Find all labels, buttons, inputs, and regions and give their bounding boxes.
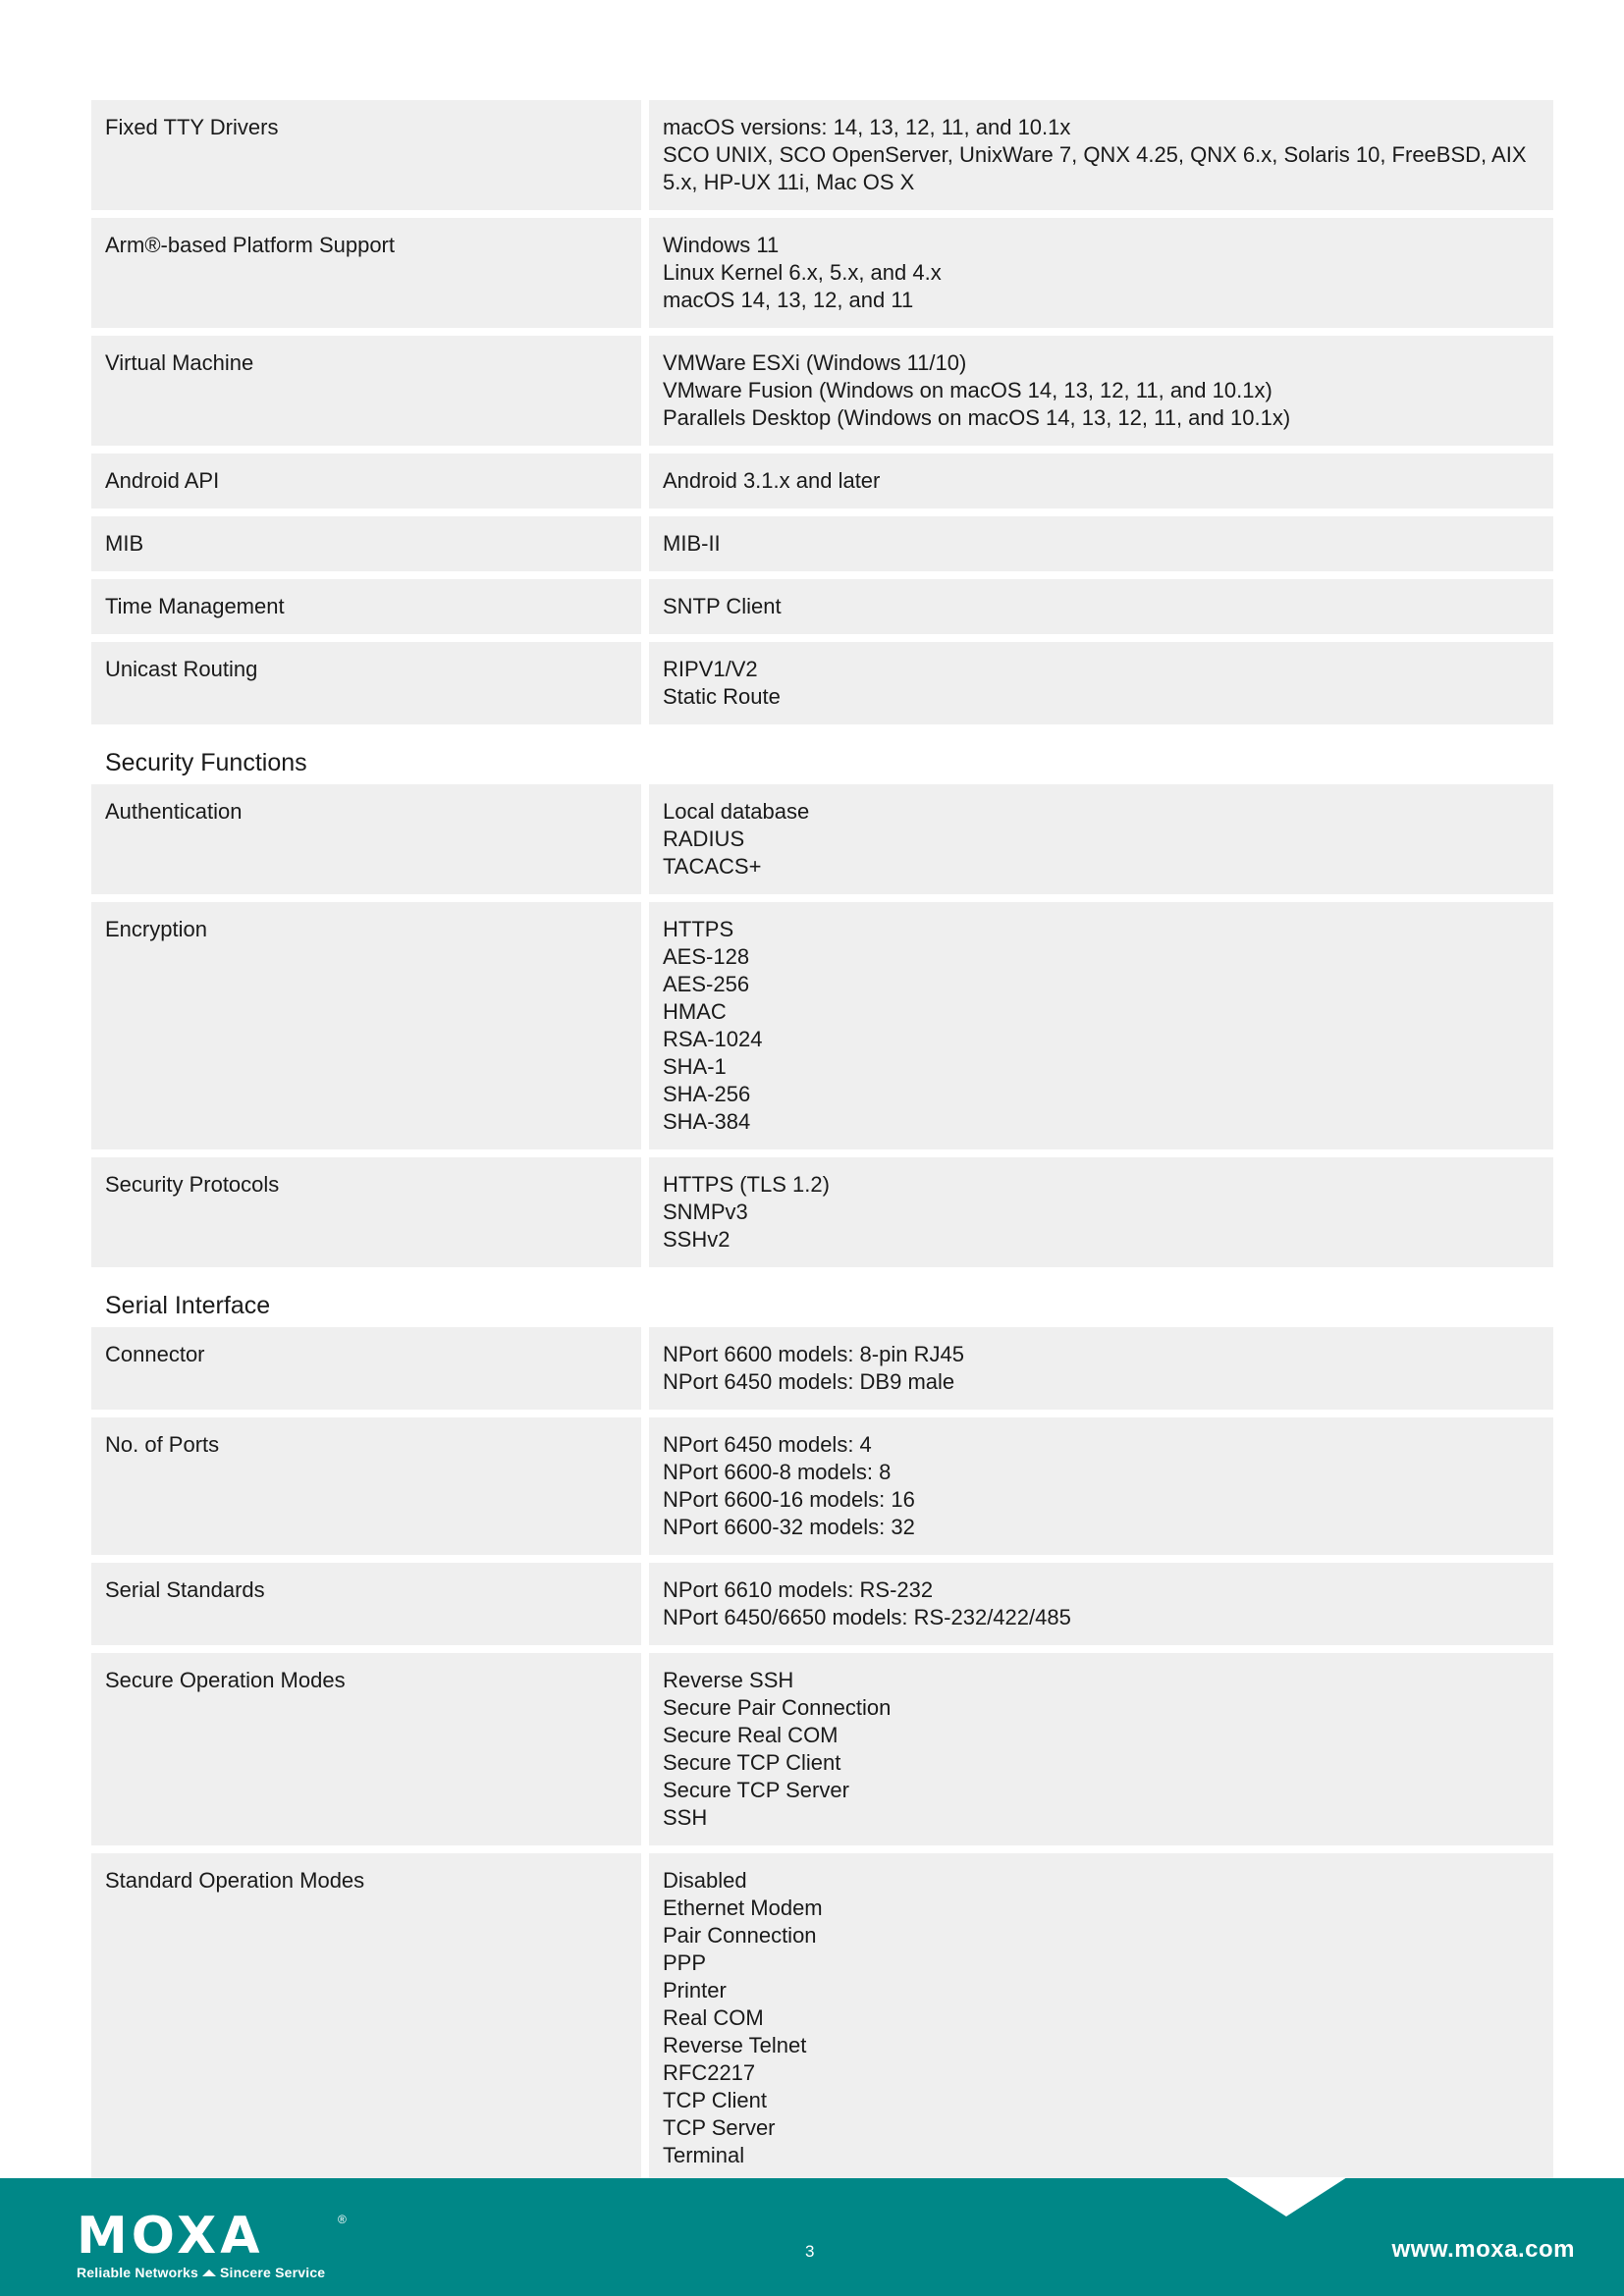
spec-value-line: Static Route xyxy=(663,684,781,709)
spec-value-line: macOS versions: 14, 13, 12, 11, and 10.1x xyxy=(663,115,1071,139)
spec-row xyxy=(91,336,1553,446)
spec-value-line: TCP Server xyxy=(663,2115,776,2140)
spec-value-line: VMWare ESXi (Windows 11/10) xyxy=(663,350,967,375)
spec-value xyxy=(649,454,1553,508)
page-number: 3 xyxy=(805,2242,815,2261)
spec-row xyxy=(91,1417,1553,1555)
logo-tagline xyxy=(77,2265,325,2280)
spec-label: Virtual Machine xyxy=(91,336,641,446)
spec-value-line: Ethernet Modem xyxy=(663,1896,823,1920)
spec-label: Security Protocols xyxy=(91,1157,641,1267)
spec-label: Connector xyxy=(91,1327,641,1410)
spec-value-line: Windows 11 xyxy=(663,233,780,257)
spec-row xyxy=(91,1853,1553,2183)
spec-label: Android API xyxy=(91,454,641,508)
website-link[interactable]: www.moxa.com xyxy=(1391,2236,1575,2263)
spec-value-line: NPort 6600 models: 8-pin RJ45 xyxy=(663,1342,964,1366)
tagline-left: Reliable Networks xyxy=(77,2265,198,2280)
spec-row xyxy=(91,902,1553,1149)
spec-value xyxy=(649,516,1553,571)
spec-value xyxy=(649,218,1553,328)
spec-label: Serial Standards xyxy=(91,1563,641,1645)
spec-value-line: Parallels Desktop (Windows on macOS 14, 13, 12, 11, and 10.1x) xyxy=(663,405,1291,430)
spec-row xyxy=(91,1653,1553,1845)
spec-label: MIB xyxy=(91,516,641,571)
spec-value-line: macOS 14, 13, 12, and 11 xyxy=(663,288,914,312)
spec-row xyxy=(91,1563,1553,1645)
spec-label: Authentication xyxy=(91,784,641,894)
spec-value-line: PPP xyxy=(663,1950,707,1975)
spec-row xyxy=(91,642,1553,724)
spec-value-line: Secure Real COM xyxy=(663,1723,839,1747)
spec-label: Time Management xyxy=(91,579,641,634)
spec-row xyxy=(91,784,1553,894)
spec-row xyxy=(91,1157,1553,1267)
spec-label: Arm®-based Platform Support xyxy=(91,218,641,328)
spec-value-line: Reverse Telnet xyxy=(663,2033,807,2057)
moxa-logo xyxy=(77,2207,347,2280)
spec-label: Standard Operation Modes xyxy=(91,1853,641,2183)
spec-table xyxy=(91,100,1553,2191)
tagline-right: Sincere Service xyxy=(220,2265,326,2280)
spec-value-line: AES-256 xyxy=(663,972,750,996)
spec-value-line: RSA-1024 xyxy=(663,1027,763,1051)
section-title-serial: Serial Interface xyxy=(105,1292,271,1319)
spec-value-line: NPort 6600-16 models: 16 xyxy=(663,1487,915,1512)
tagline-separator-icon xyxy=(202,2269,216,2276)
spec-value-line: Linux Kernel 6.x, 5.x, and 4.x xyxy=(663,260,942,285)
spec-value-line: Printer xyxy=(663,1978,727,2002)
spec-value xyxy=(649,1563,1553,1645)
spec-group-serial xyxy=(91,1327,1553,2183)
spec-row xyxy=(91,516,1553,571)
spec-value-line: NPort 6600-32 models: 32 xyxy=(663,1515,915,1539)
spec-row xyxy=(91,579,1553,634)
logo-wordmark: MOXA xyxy=(77,2207,264,2266)
spec-value-line: MIB-II xyxy=(663,531,721,556)
spec-value-line: RFC2217 xyxy=(663,2060,756,2085)
spec-value-line: NPort 6610 models: RS-232 xyxy=(663,1577,934,1602)
spec-group-software xyxy=(91,100,1553,724)
spec-value xyxy=(649,784,1553,894)
spec-value xyxy=(649,1417,1553,1555)
spec-value xyxy=(649,1327,1553,1410)
spec-value-line: HTTPS xyxy=(663,917,734,941)
spec-value xyxy=(649,1653,1553,1845)
spec-value-line: Reverse SSH xyxy=(663,1668,794,1692)
spec-row xyxy=(91,1327,1553,1410)
spec-value xyxy=(649,336,1553,446)
spec-value-line: NPort 6450/6650 models: RS-232/422/485 xyxy=(663,1605,1071,1629)
spec-value-line: SSHv2 xyxy=(663,1227,731,1252)
spec-value-line: AES-128 xyxy=(663,944,750,969)
spec-label: Encryption xyxy=(91,902,641,1149)
spec-value xyxy=(649,100,1553,210)
spec-value-line: Terminal xyxy=(663,2143,745,2167)
spec-value-line: NPort 6450 models: DB9 male xyxy=(663,1369,955,1394)
spec-label: Fixed TTY Drivers xyxy=(91,100,641,210)
spec-value-line: HTTPS (TLS 1.2) xyxy=(663,1172,830,1197)
spec-label: Unicast Routing xyxy=(91,642,641,724)
spec-value xyxy=(649,1157,1553,1267)
spec-label: No. of Ports xyxy=(91,1417,641,1555)
spec-row xyxy=(91,454,1553,508)
spec-value-line: SSH xyxy=(663,1805,708,1830)
spec-value-line: SNMPv3 xyxy=(663,1200,748,1224)
spec-value xyxy=(649,579,1553,634)
spec-value-line: SCO UNIX, SCO OpenServer, UnixWare 7, QNX 4.25, QNX 6.x, Solaris 10, FreeBSD, AIX 5.x, HP-UX 11i, Mac OS X xyxy=(663,142,1533,194)
footer-notch xyxy=(1225,2177,1347,2216)
spec-value-line: Android 3.1.x and later xyxy=(663,468,881,493)
spec-value-line: HMAC xyxy=(663,999,727,1024)
spec-value-line: SHA-256 xyxy=(663,1082,751,1106)
spec-value-line: TCP Client xyxy=(663,2088,767,2112)
spec-value-line: NPort 6600-8 models: 8 xyxy=(663,1460,892,1484)
spec-value-line: SNTP Client xyxy=(663,594,782,618)
spec-value-line: Local database xyxy=(663,799,810,824)
spec-value-line: TACACS+ xyxy=(663,854,762,879)
spec-value-line: Secure TCP Server xyxy=(663,1778,849,1802)
spec-value-line: Pair Connection xyxy=(663,1923,817,1948)
spec-value-line: Disabled xyxy=(663,1868,747,1893)
spec-value-line: NPort 6450 models: 4 xyxy=(663,1432,872,1457)
spec-value-line: Real COM xyxy=(663,2005,764,2030)
spec-value-line: RIPV1/V2 xyxy=(663,657,758,681)
spec-row xyxy=(91,100,1553,210)
section-title-security: Security Functions xyxy=(105,749,307,776)
spec-row xyxy=(91,218,1553,328)
spec-group-security xyxy=(91,784,1553,1267)
spec-value-line: VMware Fusion (Windows on macOS 14, 13, 12, 11, and 10.1x) xyxy=(663,378,1272,402)
spec-value xyxy=(649,1853,1553,2183)
registered-mark: ® xyxy=(338,2213,347,2226)
spec-value-line: Secure Pair Connection xyxy=(663,1695,892,1720)
spec-value-line: RADIUS xyxy=(663,827,745,851)
spec-value-line: SHA-384 xyxy=(663,1109,751,1134)
spec-value-line: Secure TCP Client xyxy=(663,1750,841,1775)
spec-value xyxy=(649,642,1553,724)
spec-label: Secure Operation Modes xyxy=(91,1653,641,1845)
spec-value xyxy=(649,902,1553,1149)
spec-value-line: SHA-1 xyxy=(663,1054,727,1079)
